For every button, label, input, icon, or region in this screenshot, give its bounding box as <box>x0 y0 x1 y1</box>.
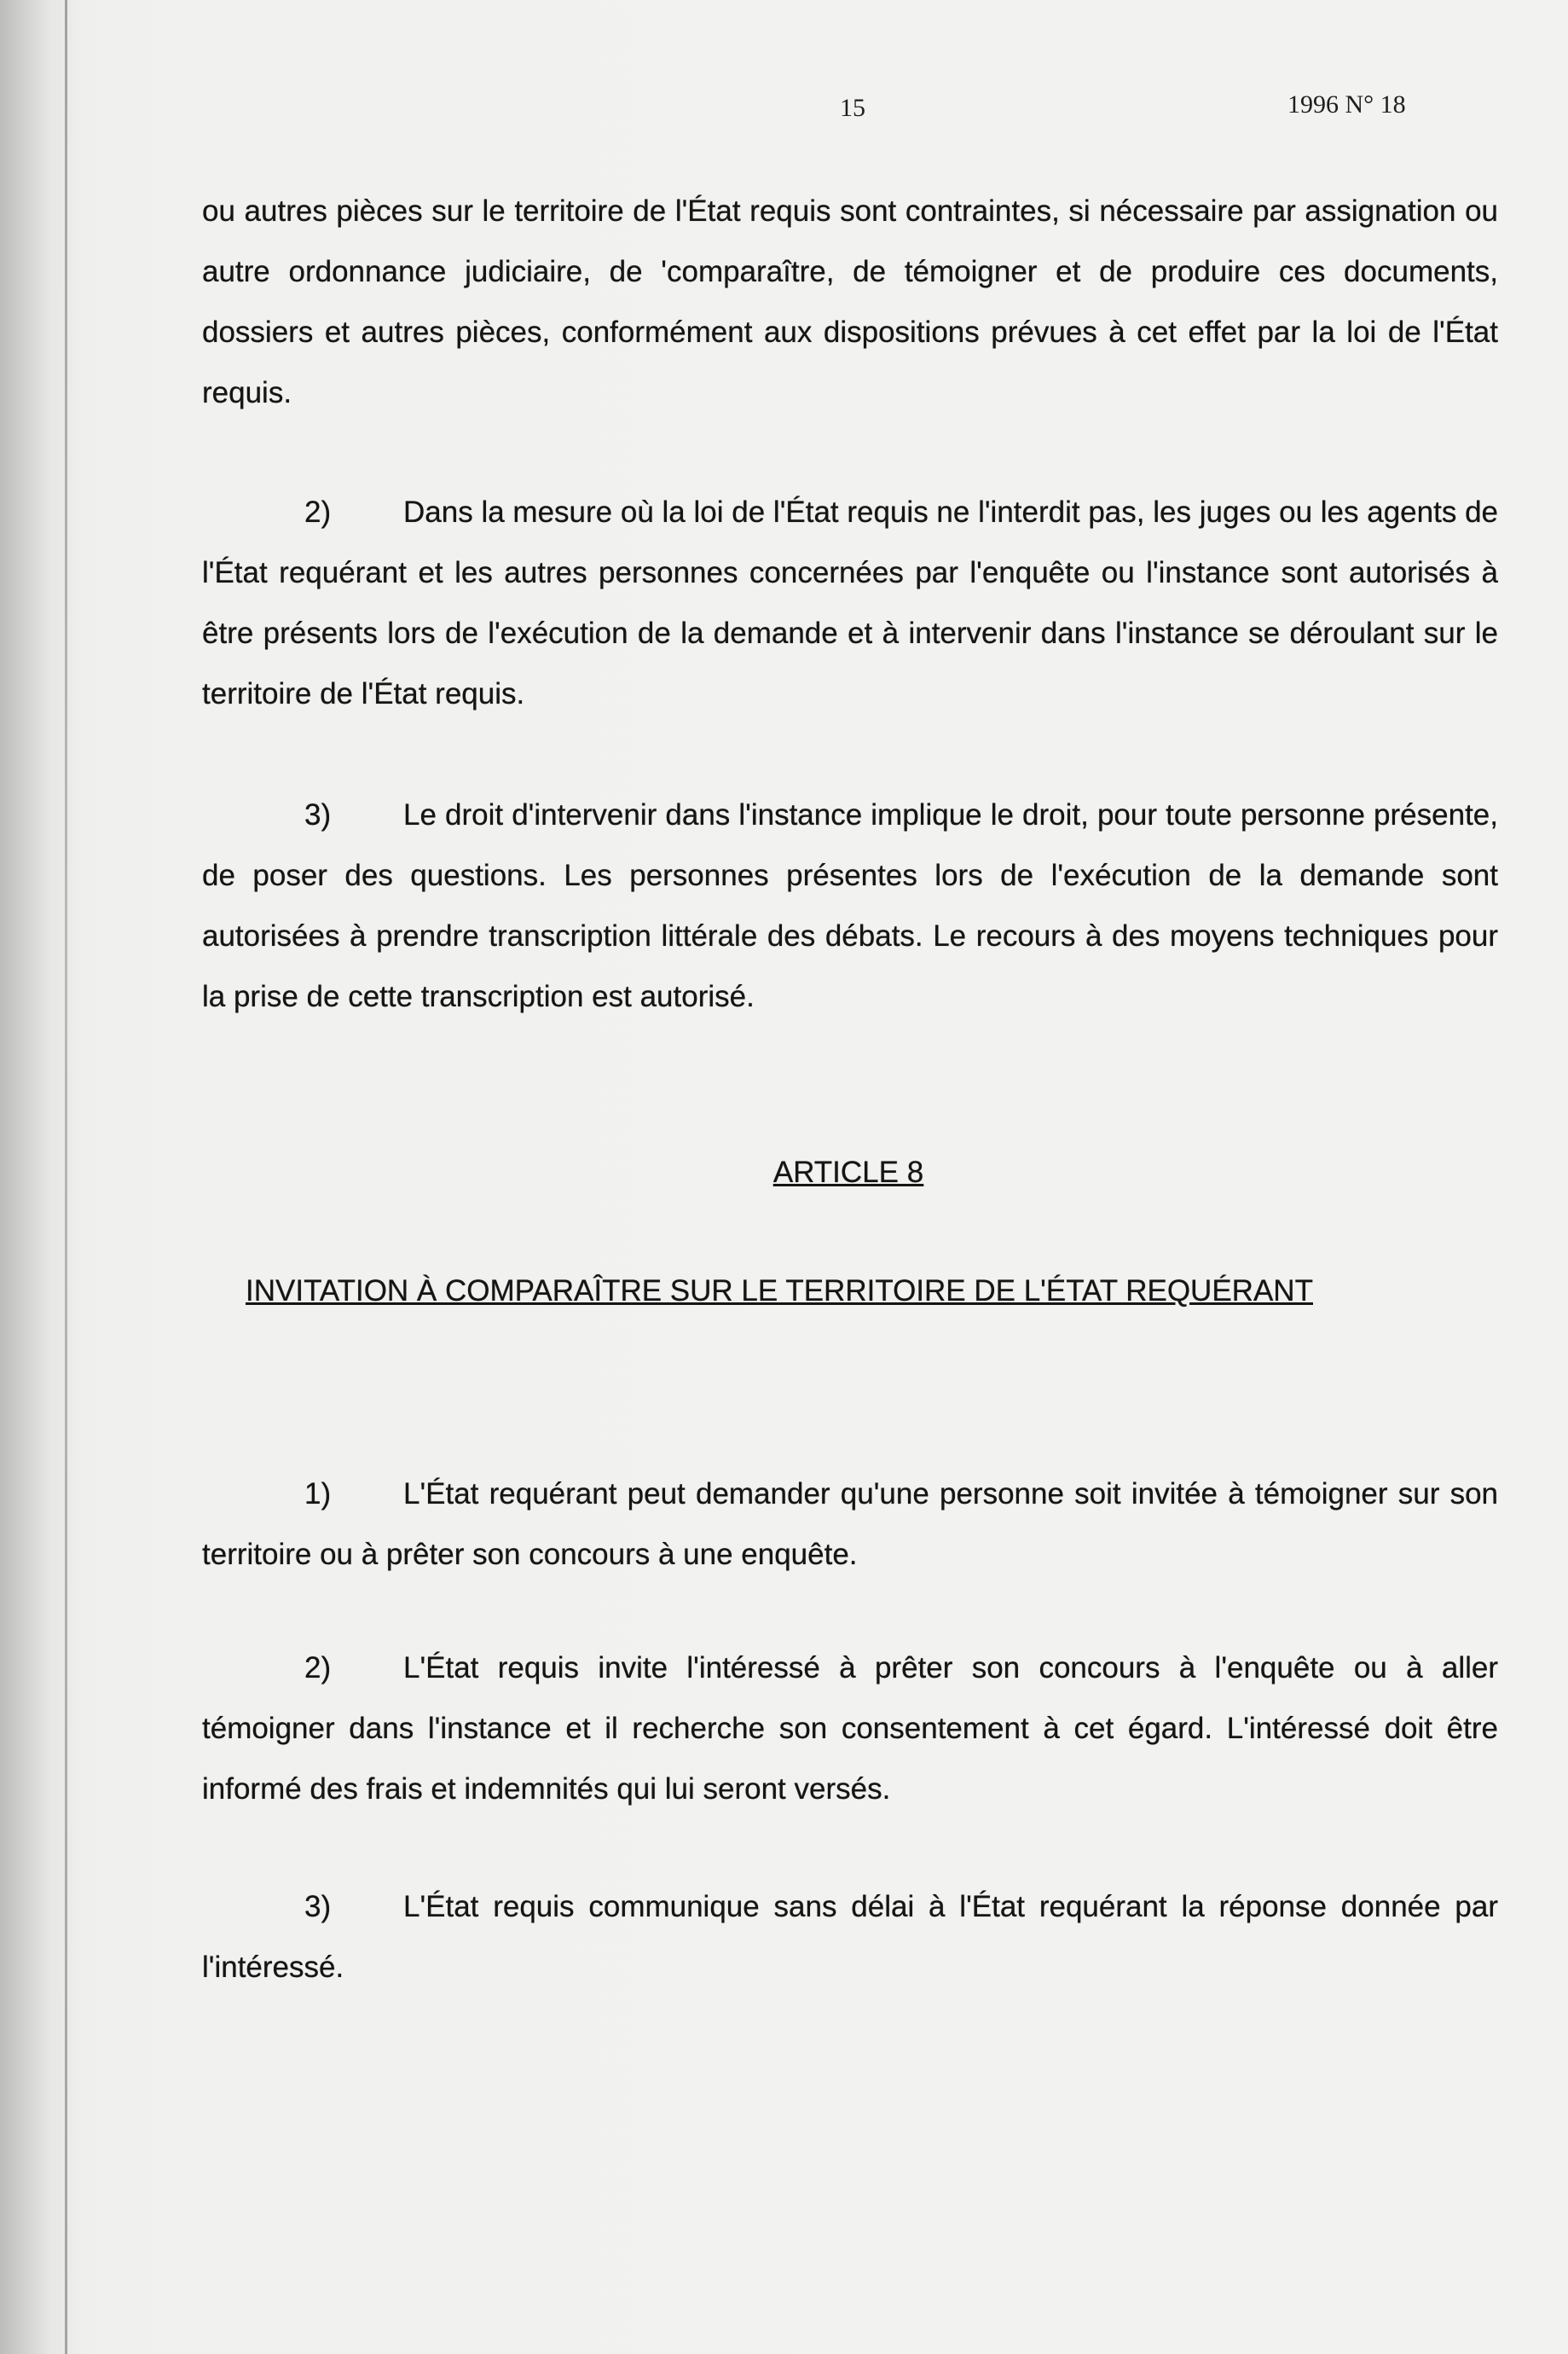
document-reference: 1996 N° 18 <box>1287 90 1406 119</box>
paragraph-text: L'État requis invite l'intéressé à prêter son concours à l'enquête ou à aller témoigner dans l'instance et il recherche son consentement à cet égard. L'intéressé doit être informé des frais et indemnités qui lui seront versés. <box>202 1651 1498 1806</box>
article-paragraph-3 <box>202 1876 1498 1997</box>
paragraph-number: 2) <box>304 1651 332 1684</box>
paragraph-text: L'État requérant peut demander qu'une personne soit invitée à témoigner sur son territoire ou à prêter son concours à une enquête. <box>202 1477 1498 1571</box>
article-paragraph-2 <box>202 1638 1498 1819</box>
paragraph-number: 1) <box>304 1477 332 1510</box>
paragraph-text: Dans la mesure où la loi de l'État requis ne l'interdit pas, les juges ou les agents de l'État requérant et les autres personnes concernées par l'enquête ou l'instance sont autorisés à être présents lors de l'exécution de la demande et à intervenir dans l'instance se déroulant sur le territoire de l'État requis. <box>202 496 1498 710</box>
paragraph-text: Le droit d'intervenir dans l'instance implique le droit, pour toute personne présente, de poser des questions. Les personnes présentes lors de l'exécution de la demande sont autorisées à prendre transcription littérale des débats. Le recours à des moyens techniques pour la prise de cette transcription est autorisé. <box>202 798 1498 1013</box>
paragraph-text: ou autres pièces sur le territoire de l'État requis sont contraintes, si nécessaire par assignation ou autre ordonnance judiciaire, de 'comparaître, de témoigner et de produire ces documents, dossiers et autres pièces, conformément aux dispositions prévues à cet effet par la loi de l'État requis. <box>202 194 1498 409</box>
page-number: 15 <box>840 94 865 122</box>
article-subtitle: INVITATION À COMPARAÎTRE SUR LE TERRITOIRE DE L'ÉTAT REQUÉRANT <box>246 1274 1313 1307</box>
article-paragraph-1 <box>202 1464 1498 1585</box>
paragraph-text: L'État requis communique sans délai à l'État requérant la réponse donnée par l'intéressé. <box>202 1890 1498 1984</box>
article-title: ARTICLE 8 <box>772 1156 924 1189</box>
paragraph-continued <box>202 181 1498 423</box>
paragraph-number: 3) <box>304 1890 332 1923</box>
paragraph-3 <box>202 785 1498 1027</box>
paragraph-number: 3) <box>304 798 332 832</box>
paragraph-2 <box>202 482 1498 724</box>
paragraph-number: 2) <box>304 496 332 529</box>
